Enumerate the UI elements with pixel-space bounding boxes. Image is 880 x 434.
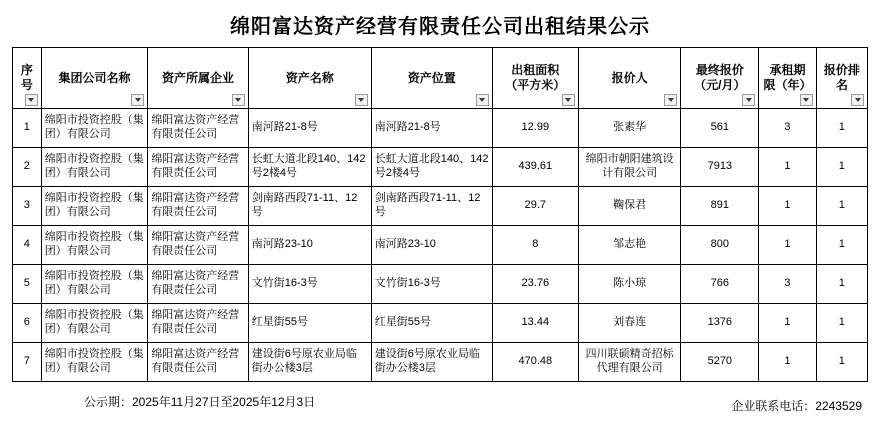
contact-phone: 企业联系电话：2243529 bbox=[731, 399, 862, 413]
filter-dropdown-icon[interactable] bbox=[25, 94, 38, 106]
table-row bbox=[13, 226, 868, 265]
cell-bidder: 张素华 bbox=[578, 109, 681, 148]
cell-asset-name: 南河路23-10 bbox=[248, 226, 371, 265]
cell-group: 绵阳市投资控股（集团）有限公司 bbox=[41, 343, 148, 382]
cell-rank: 1 bbox=[816, 304, 867, 343]
cell-rank: 1 bbox=[816, 343, 867, 382]
cell-index: 3 bbox=[13, 187, 42, 226]
cell-asset-location: 文竹街16-3号 bbox=[371, 265, 492, 304]
column-header-final-price-line2: （元/月） bbox=[694, 78, 746, 92]
cell-enterprise: 绵阳富达资产经营有限责任公司 bbox=[148, 304, 248, 343]
document-footer bbox=[12, 382, 868, 413]
filter-dropdown-icon[interactable] bbox=[355, 94, 368, 106]
cell-bidder: 绵阳市朝阳建筑设计有限公司 bbox=[578, 148, 681, 187]
cell-lease-term: 1 bbox=[759, 187, 816, 226]
cell-asset-name: 剑南路西段71-11、12号 bbox=[248, 187, 371, 226]
cell-area: 29.7 bbox=[492, 187, 578, 226]
cell-asset-name: 文竹街16-3号 bbox=[248, 265, 371, 304]
column-header-index-line2: 号 bbox=[20, 78, 33, 92]
cell-group: 绵阳市投资控股（集团）有限公司 bbox=[41, 109, 148, 148]
cell-bidder: 四川联硕精奇招标代理有限公司 bbox=[578, 343, 681, 382]
cell-enterprise: 绵阳富达资产经营有限责任公司 bbox=[148, 343, 248, 382]
cell-group: 绵阳市投资控股（集团）有限公司 bbox=[41, 187, 148, 226]
cell-group: 绵阳市投资控股（集团）有限公司 bbox=[41, 148, 148, 187]
column-header-index bbox=[13, 48, 42, 109]
cell-rank: 1 bbox=[816, 187, 867, 226]
column-header-bidder bbox=[578, 48, 681, 109]
table-row bbox=[13, 304, 868, 343]
column-header-rank-line1: 报价排 bbox=[823, 63, 860, 77]
cell-asset-location: 长虹大道北段140、142号2楼4号 bbox=[371, 148, 492, 187]
cell-final-price: 5270 bbox=[681, 343, 759, 382]
table-row bbox=[13, 109, 868, 148]
cell-area: 12.99 bbox=[492, 109, 578, 148]
cell-enterprise: 绵阳富达资产经营有限责任公司 bbox=[148, 148, 248, 187]
cell-area: 23.76 bbox=[492, 265, 578, 304]
cell-lease-term: 1 bbox=[759, 343, 816, 382]
cell-lease-term: 1 bbox=[759, 148, 816, 187]
table-row bbox=[13, 187, 868, 226]
filter-dropdown-icon[interactable] bbox=[742, 94, 755, 106]
table-row bbox=[13, 343, 868, 382]
cell-index: 1 bbox=[13, 109, 42, 148]
cell-asset-name: 南河路21-8号 bbox=[248, 109, 371, 148]
cell-group: 绵阳市投资控股（集团）有限公司 bbox=[41, 226, 148, 265]
cell-enterprise: 绵阳富达资产经营有限责任公司 bbox=[148, 226, 248, 265]
cell-asset-name: 建设街6号原农业局临街办公楼3层 bbox=[248, 343, 371, 382]
filter-dropdown-icon[interactable] bbox=[562, 94, 575, 106]
cell-bidder: 陈小琼 bbox=[578, 265, 681, 304]
filter-dropdown-icon[interactable] bbox=[800, 94, 813, 106]
rental-results-table bbox=[12, 47, 868, 382]
cell-asset-location: 南河路21-8号 bbox=[371, 109, 492, 148]
cell-enterprise: 绵阳富达资产经营有限责任公司 bbox=[148, 109, 248, 148]
cell-rank: 1 bbox=[816, 226, 867, 265]
cell-lease-term: 3 bbox=[759, 109, 816, 148]
cell-asset-location: 剑南路西段71-11、12号 bbox=[371, 187, 492, 226]
table-row bbox=[13, 265, 868, 304]
column-header-rank bbox=[816, 48, 867, 109]
cell-enterprise: 绵阳富达资产经营有限责任公司 bbox=[148, 187, 248, 226]
cell-final-price: 800 bbox=[681, 226, 759, 265]
cell-index: 6 bbox=[13, 304, 42, 343]
column-header-lease-term bbox=[759, 48, 816, 109]
column-header-final-price-line1: 最终报价 bbox=[695, 63, 744, 77]
page-title: 绵阳富达资产经营有限责任公司出租结果公示 bbox=[230, 16, 650, 38]
cell-lease-term: 1 bbox=[759, 226, 816, 265]
cell-bidder: 鞠保君 bbox=[578, 187, 681, 226]
column-header-asset-name-line1: 资产名称 bbox=[285, 70, 334, 85]
column-header-final-price bbox=[681, 48, 759, 109]
table-row bbox=[13, 148, 868, 187]
column-header-group bbox=[41, 48, 148, 109]
filter-dropdown-icon[interactable] bbox=[851, 94, 864, 106]
column-header-rank-line2: 名 bbox=[835, 78, 848, 92]
cell-asset-location: 建设街6号原农业局临街办公楼3层 bbox=[371, 343, 492, 382]
column-header-asset-name bbox=[248, 48, 371, 109]
filter-dropdown-icon[interactable] bbox=[232, 94, 245, 106]
column-header-enterprise-line1: 资产所属企业 bbox=[162, 70, 235, 85]
cell-final-price: 766 bbox=[681, 265, 759, 304]
column-header-area bbox=[492, 48, 578, 109]
cell-index: 2 bbox=[13, 148, 42, 187]
cell-rank: 1 bbox=[816, 265, 867, 304]
cell-final-price: 7913 bbox=[681, 148, 759, 187]
cell-area: 8 bbox=[492, 226, 578, 265]
cell-group: 绵阳市投资控股（集团）有限公司 bbox=[41, 265, 148, 304]
column-header-lease-term-line1: 承租期 bbox=[769, 63, 806, 77]
column-header-index-line1: 序 bbox=[20, 63, 33, 77]
cell-group: 绵阳市投资控股（集团）有限公司 bbox=[41, 304, 148, 343]
cell-index: 4 bbox=[13, 226, 42, 265]
cell-area: 13.44 bbox=[492, 304, 578, 343]
cell-area: 439.61 bbox=[492, 148, 578, 187]
cell-final-price: 1376 bbox=[681, 304, 759, 343]
cell-rank: 1 bbox=[816, 109, 867, 148]
notice-period: 公示期：2025年11月27日至2025年12月3日 bbox=[84, 395, 316, 409]
cell-final-price: 891 bbox=[681, 187, 759, 226]
table-body bbox=[13, 109, 868, 382]
cell-final-price: 561 bbox=[681, 109, 759, 148]
table-header bbox=[13, 48, 868, 109]
column-header-group-line1: 集团公司名称 bbox=[58, 70, 131, 85]
cell-lease-term: 1 bbox=[759, 304, 816, 343]
column-header-enterprise bbox=[148, 48, 248, 109]
column-header-bidder-line1: 报价人 bbox=[611, 70, 648, 85]
cell-asset-location: 红星街55号 bbox=[371, 304, 492, 343]
cell-area: 470.48 bbox=[492, 343, 578, 382]
cell-asset-name: 红星街55号 bbox=[248, 304, 371, 343]
cell-asset-name: 长虹大道北段140、142号2楼4号 bbox=[248, 148, 371, 187]
column-header-asset-location bbox=[371, 48, 492, 109]
cell-asset-location: 南河路23-10 bbox=[371, 226, 492, 265]
cell-bidder: 刘春连 bbox=[578, 304, 681, 343]
cell-rank: 1 bbox=[816, 148, 867, 187]
cell-index: 5 bbox=[13, 265, 42, 304]
filter-dropdown-icon[interactable] bbox=[664, 94, 677, 106]
cell-bidder: 邹志艳 bbox=[578, 226, 681, 265]
cell-enterprise: 绵阳富达资产经营有限责任公司 bbox=[148, 265, 248, 304]
column-header-asset-location-line1: 资产位置 bbox=[407, 70, 456, 85]
cell-lease-term: 3 bbox=[759, 265, 816, 304]
column-header-lease-term-line2: 限（年） bbox=[763, 78, 812, 92]
column-header-area-line2: （平方米） bbox=[505, 78, 566, 92]
filter-dropdown-icon[interactable] bbox=[131, 94, 144, 106]
column-header-area-line1: 出租面积 bbox=[511, 63, 560, 77]
cell-index: 7 bbox=[13, 343, 42, 382]
table-header-row bbox=[13, 48, 868, 109]
filter-dropdown-icon[interactable] bbox=[476, 94, 489, 106]
